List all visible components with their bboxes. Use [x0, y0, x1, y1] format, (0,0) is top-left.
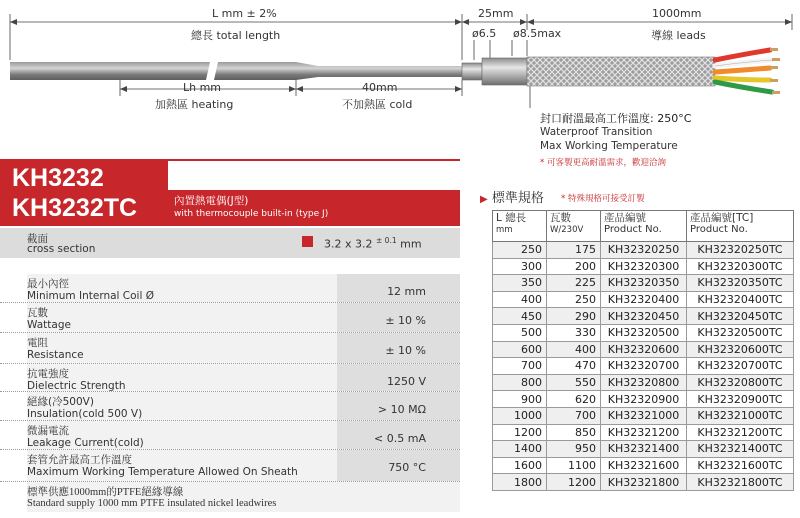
- table-row: [493, 391, 794, 408]
- cold-zone-label: 不加熱區 cold: [342, 98, 413, 111]
- model-title: [0, 159, 168, 226]
- model-name-2: KH3232TC: [12, 194, 138, 222]
- table-row: [493, 424, 794, 441]
- table-row: [493, 291, 794, 308]
- table-row: [493, 358, 794, 375]
- cell-length: 700: [493, 358, 547, 375]
- cell-product-no: KH32320800: [601, 374, 687, 391]
- spec-value: ± 10 %: [385, 344, 426, 357]
- spec-row: [0, 421, 460, 450]
- spec-label-en: Maximum Working Temperature Allowed On Sheath: [27, 466, 298, 478]
- leads-length-label: 1000mm: [652, 7, 702, 20]
- cell-product-no-tc: KH32321000TC: [687, 407, 794, 424]
- leads-label: 導線 leads: [651, 29, 706, 42]
- table-row: [493, 474, 794, 491]
- cell-length: 600: [493, 341, 547, 358]
- cell-product-no: KH32321200: [601, 424, 687, 441]
- cell-product-no: KH32320600: [601, 341, 687, 358]
- cell-product-no-tc: KH32320300TC: [687, 258, 794, 275]
- header-product-no-tc-zh: 產品編號[TC]: [690, 212, 754, 224]
- cell-product-no: KH32321600: [601, 457, 687, 474]
- transition-note: * 可客製更高耐溫需求，歡迎洽詢: [540, 158, 666, 168]
- cell-length: 1200: [493, 424, 547, 441]
- cell-length: 1000: [493, 407, 547, 424]
- dia-small-label: ø6.5: [472, 27, 497, 40]
- cell-wattage: 250: [547, 291, 601, 308]
- heating-length-label: Lh mm: [183, 81, 222, 94]
- cell-product-no: KH32320350: [601, 275, 687, 292]
- thermocouple-band: [168, 190, 460, 226]
- spec-row: [0, 392, 460, 421]
- spec-label-zh: 電阻: [27, 337, 48, 349]
- cell-product-no-tc: KH32320500TC: [687, 324, 794, 341]
- transition-length-label: 25mm: [478, 7, 514, 20]
- table-header-row: [493, 211, 794, 242]
- cross-section-unit: mm: [400, 237, 422, 251]
- cell-product-no: KH32320250: [601, 242, 687, 259]
- model-name-1: KH3232: [12, 164, 104, 192]
- table-row: [493, 341, 794, 358]
- spec-label-zh: 瓦數: [27, 307, 48, 319]
- spec-label-zh: 最小內徑: [27, 278, 69, 290]
- cross-section-value: [324, 236, 422, 251]
- cell-wattage: 1100: [547, 457, 601, 474]
- transition-title: 封口耐溫最高工作溫度: 250°C: [540, 112, 692, 125]
- cell-product-no-tc: KH32320700TC: [687, 358, 794, 375]
- cell-wattage: 225: [547, 275, 601, 292]
- spec-label-en: Dielectric Strength: [27, 380, 126, 392]
- spec-row: [0, 303, 460, 333]
- cell-product-no-tc: KH32321400TC: [687, 441, 794, 458]
- cell-wattage: 550: [547, 374, 601, 391]
- cell-product-no-tc: KH32320800TC: [687, 374, 794, 391]
- cross-section-base: 3.2 x 3.2: [324, 237, 373, 251]
- spec-label-zh: 套管允許最高工作溫度: [27, 454, 132, 466]
- header-product-no: [601, 211, 687, 242]
- spec-row: [0, 274, 460, 303]
- cross-section-en: cross section: [27, 243, 96, 255]
- cell-product-no-tc: KH32321800TC: [687, 474, 794, 491]
- spec-label-zh: 微漏電流: [27, 425, 69, 437]
- spec-label-en: Minimum Internal Coil Ø: [27, 290, 154, 302]
- cross-section-square-icon: [302, 236, 313, 247]
- table-row: [493, 258, 794, 275]
- cell-length: 900: [493, 391, 547, 408]
- spec-value: > 10 MΩ: [377, 403, 426, 416]
- transition-en-1: Waterproof Transition: [540, 126, 653, 138]
- cell-product-no: KH32320700: [601, 358, 687, 375]
- spec-row: [0, 482, 460, 512]
- cell-wattage: 470: [547, 358, 601, 375]
- cell-product-no-tc: KH32320600TC: [687, 341, 794, 358]
- dia-large-label: ø8.5max: [513, 27, 562, 40]
- table-title-text: 標準規格: [491, 191, 544, 206]
- spec-label-zh: 抗電強度: [27, 368, 69, 380]
- transition-en-2: Max Working Temperature: [540, 140, 678, 152]
- cell-product-no: KH32320400: [601, 291, 687, 308]
- table-row: [493, 441, 794, 458]
- cell-product-no-tc: KH32321600TC: [687, 457, 794, 474]
- header-wattage: [547, 211, 601, 242]
- total-length-label: 總長 total length: [191, 29, 281, 42]
- spec-label-en: Standard supply 1000 mm PTFE insulated nickel leadwires: [27, 498, 277, 509]
- table-row: [493, 308, 794, 325]
- thermocouple-desc-zh: 內置熱電偶(J型): [174, 195, 249, 207]
- cell-length: 350: [493, 275, 547, 292]
- cell-product-no-tc: KH32321200TC: [687, 424, 794, 441]
- header-product-no-tc: [687, 211, 794, 242]
- cell-product-no: KH32320900: [601, 391, 687, 408]
- spec-value: 1250 V: [386, 375, 426, 388]
- cell-length: 250: [493, 242, 547, 259]
- cell-product-no-tc: KH32320400TC: [687, 291, 794, 308]
- header-length: [493, 211, 547, 242]
- cell-product-no-tc: KH32320250TC: [687, 242, 794, 259]
- spec-row: [0, 450, 460, 482]
- cell-length: 450: [493, 308, 547, 325]
- cell-wattage: 200: [547, 258, 601, 275]
- spec-value: 750 °C: [388, 461, 426, 474]
- table-bullet-icon: ▶: [480, 194, 488, 205]
- cold-length-label: 40mm: [362, 81, 398, 94]
- header-product-no-tc-en: Product No.: [690, 224, 748, 235]
- cell-length: 400: [493, 291, 547, 308]
- table-row: [493, 324, 794, 341]
- cell-product-no-tc: KH32320450TC: [687, 308, 794, 325]
- cell-product-no: KH32321000: [601, 407, 687, 424]
- thermocouple-desc-en: with thermocouple built-in (type J): [174, 209, 329, 219]
- header-length-en: mm: [496, 225, 513, 235]
- table-row: [493, 242, 794, 259]
- cell-length: 500: [493, 324, 547, 341]
- cell-wattage: 175: [547, 242, 601, 259]
- cell-length: 300: [493, 258, 547, 275]
- spec-value: 12 mm: [387, 285, 426, 298]
- cell-wattage: 950: [547, 441, 601, 458]
- header-length-zh: L 總長: [496, 212, 527, 224]
- standard-spec-table: [492, 210, 794, 491]
- cell-wattage: 1200: [547, 474, 601, 491]
- spec-row: [0, 333, 460, 364]
- spec-row: [0, 364, 460, 392]
- cell-wattage: 290: [547, 308, 601, 325]
- cell-product-no-tc: KH32320350TC: [687, 275, 794, 292]
- cell-product-no: KH32321400: [601, 441, 687, 458]
- cell-length: 1600: [493, 457, 547, 474]
- cell-wattage: 330: [547, 324, 601, 341]
- table-title: [480, 187, 544, 206]
- cell-product-no: KH32320450: [601, 308, 687, 325]
- header-wattage-zh: 瓦數: [550, 212, 571, 224]
- header-product-no-zh: 產品編號: [604, 212, 646, 224]
- heating-zone-label: 加熱區 heating: [155, 98, 234, 111]
- cell-wattage: 850: [547, 424, 601, 441]
- cell-product-no-tc: KH32320900TC: [687, 391, 794, 408]
- cell-product-no: KH32320500: [601, 324, 687, 341]
- cell-wattage: 700: [547, 407, 601, 424]
- cell-length: 1800: [493, 474, 547, 491]
- table-row: [493, 407, 794, 424]
- spec-label-zh: 絕緣(冷500V): [27, 396, 94, 408]
- spec-label-en: Wattage: [27, 319, 71, 331]
- spec-value: < 0.5 mA: [374, 432, 426, 445]
- cross-section-row: [0, 228, 460, 258]
- header-wattage-en: W/230V: [550, 225, 584, 235]
- spec-label-zh: 標準供應1000mm的PTFE絕緣導線: [27, 487, 184, 498]
- spec-value: ± 10 %: [385, 314, 426, 327]
- header-product-no-en: Product No.: [604, 224, 662, 235]
- length-label: L mm ± 2%: [212, 7, 277, 20]
- spec-label-en: Insulation(cold 500 V): [27, 408, 143, 420]
- cell-wattage: 400: [547, 341, 601, 358]
- table-row: [493, 275, 794, 292]
- cross-section-zh: 截面: [27, 233, 48, 245]
- cell-product-no: KH32320300: [601, 258, 687, 275]
- cross-section-tolerance: ± 0.1: [376, 236, 397, 245]
- spec-label-en: Resistance: [27, 349, 84, 361]
- table-row: [493, 374, 794, 391]
- cell-length: 800: [493, 374, 547, 391]
- cell-wattage: 620: [547, 391, 601, 408]
- table-note: * 特殊規格可接受訂製: [561, 194, 645, 204]
- table-row: [493, 457, 794, 474]
- spec-label-bg: [27, 303, 337, 332]
- cell-length: 1400: [493, 441, 547, 458]
- heater-drawing: [0, 0, 800, 170]
- cell-product-no: KH32321800: [601, 474, 687, 491]
- spec-label-en: Leakage Current(cold): [27, 437, 144, 449]
